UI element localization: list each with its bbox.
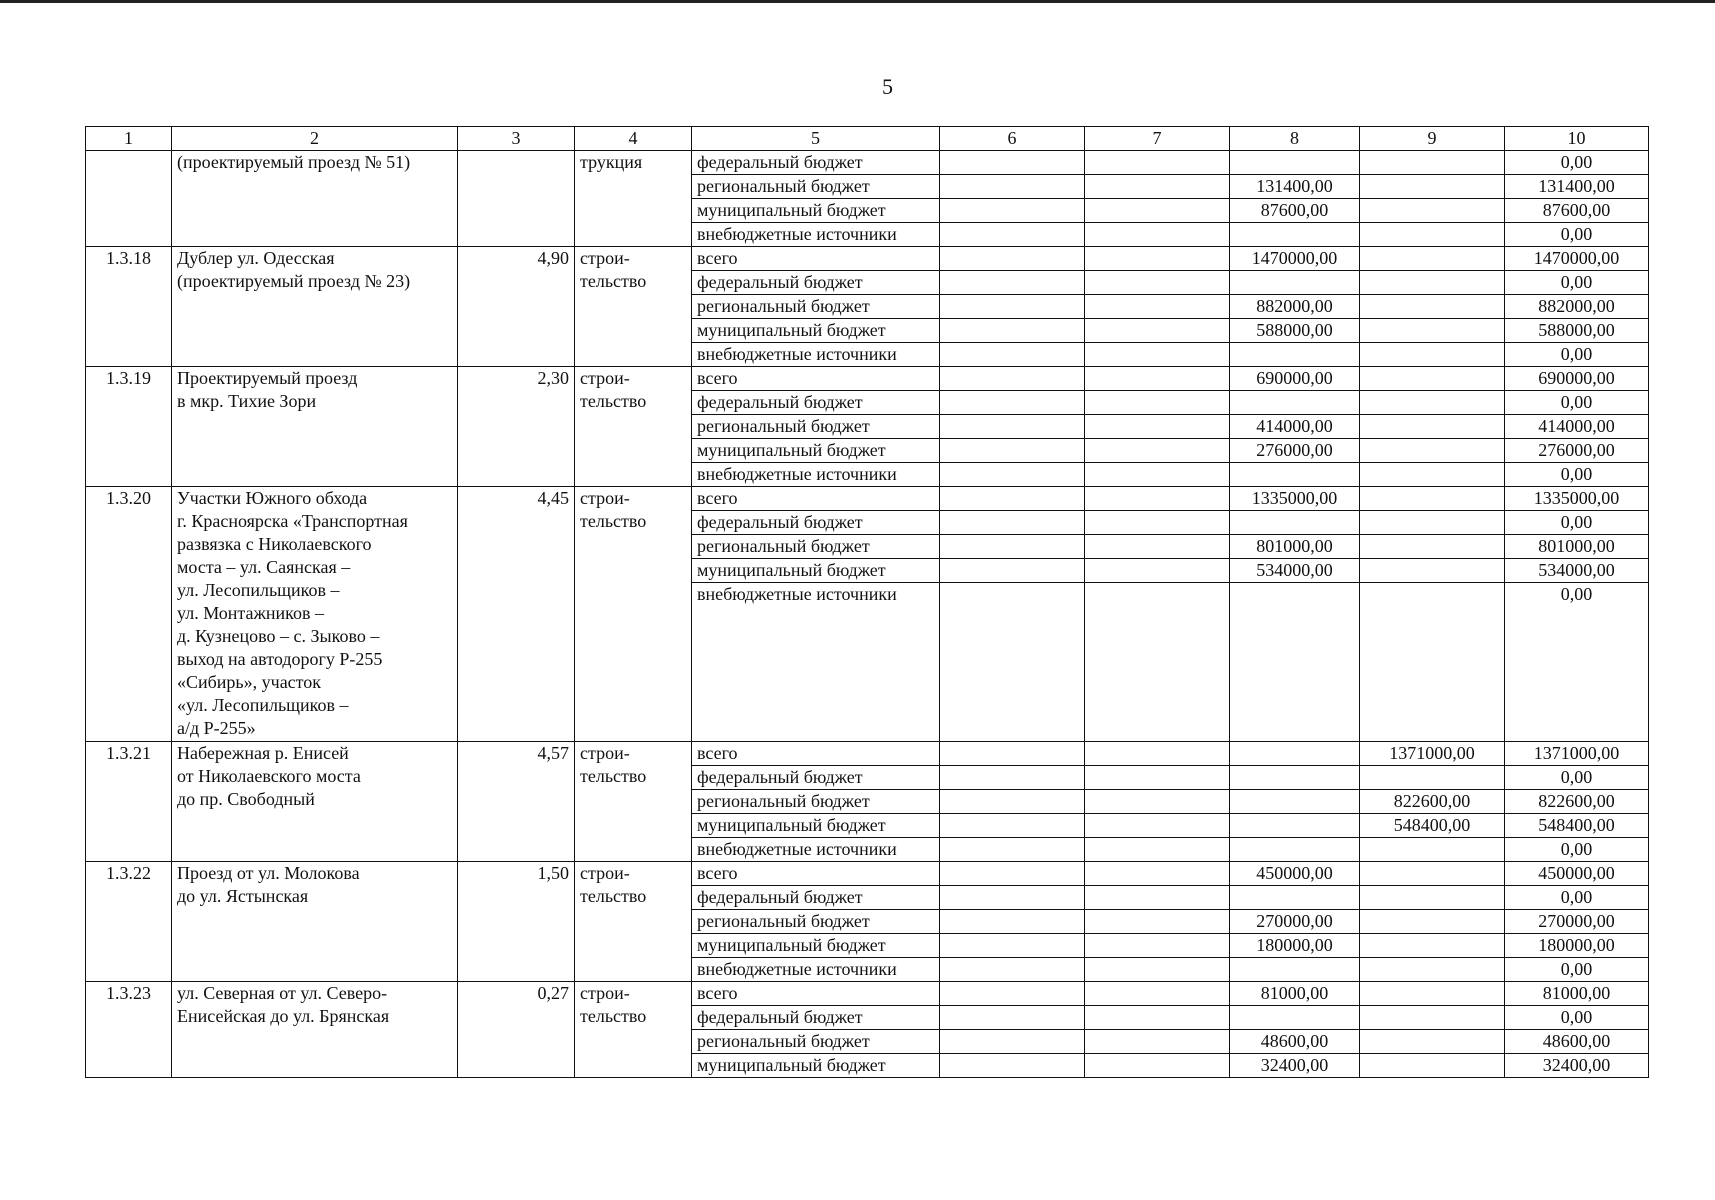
cell-col6: [940, 343, 1085, 367]
cell-col9: [1360, 838, 1505, 862]
cell-col10: 882000,00: [1505, 295, 1649, 319]
cell-col9: 1371000,00: [1360, 742, 1505, 766]
column-header-8: 8: [1230, 127, 1360, 151]
cell-col8: [1230, 463, 1360, 487]
cell-col9: [1360, 982, 1505, 1006]
cell-col8: 1470000,00: [1230, 247, 1360, 271]
cell-col9: [1360, 415, 1505, 439]
cell-col6: [940, 175, 1085, 199]
cell-col8: [1230, 886, 1360, 910]
cell-col9: [1360, 487, 1505, 511]
cell-col8: 450000,00: [1230, 862, 1360, 886]
cell-col8: 690000,00: [1230, 367, 1360, 391]
item-code: [86, 151, 172, 247]
page-number: 5: [882, 74, 893, 99]
cell-col10: 822600,00: [1505, 790, 1649, 814]
funding-source: внебюджетные источники: [692, 463, 940, 487]
cell-col7: [1085, 559, 1230, 583]
cell-col9: [1360, 862, 1505, 886]
item-length: 4,90: [458, 247, 575, 367]
item-length: 4,57: [458, 742, 575, 862]
cell-col7: [1085, 1006, 1230, 1030]
cell-col8: [1230, 511, 1360, 535]
funding-source: муниципальный бюджет: [692, 199, 940, 223]
cell-col7: [1085, 1030, 1230, 1054]
cell-col6: [940, 511, 1085, 535]
column-header-5: 5: [692, 127, 940, 151]
cell-col10: 0,00: [1505, 958, 1649, 982]
funding-source: внебюджетные источники: [692, 343, 940, 367]
cell-col8: [1230, 583, 1360, 742]
cell-col9: [1360, 934, 1505, 958]
cell-col10: 0,00: [1505, 391, 1649, 415]
cell-col7: [1085, 886, 1230, 910]
column-header-6: 6: [940, 127, 1085, 151]
cell-col8: 32400,00: [1230, 1054, 1360, 1078]
item-code: 1.3.20: [86, 487, 172, 742]
cell-col7: [1085, 223, 1230, 247]
funding-source: всего: [692, 862, 940, 886]
item-work-type: строи- тельство: [575, 982, 692, 1078]
cell-col6: [940, 742, 1085, 766]
funding-source: всего: [692, 742, 940, 766]
cell-col6: [940, 391, 1085, 415]
scan-top-border: [0, 0, 1715, 3]
funding-source: региональный бюджет: [692, 175, 940, 199]
cell-col7: [1085, 391, 1230, 415]
cell-col8: [1230, 151, 1360, 175]
funding-source: муниципальный бюджет: [692, 319, 940, 343]
cell-col6: [940, 1006, 1085, 1030]
cell-col7: [1085, 151, 1230, 175]
funding-source: региональный бюджет: [692, 1030, 940, 1054]
cell-col8: 882000,00: [1230, 295, 1360, 319]
funding-source: федеральный бюджет: [692, 511, 940, 535]
cell-col10: 588000,00: [1505, 319, 1649, 343]
funding-source: внебюджетные источники: [692, 958, 940, 982]
table-row: [86, 247, 1649, 271]
cell-col9: [1360, 511, 1505, 535]
cell-col7: [1085, 838, 1230, 862]
funding-source: федеральный бюджет: [692, 1006, 940, 1030]
table-row: [86, 862, 1649, 886]
cell-col7: [1085, 175, 1230, 199]
column-header-3: 3: [458, 127, 575, 151]
cell-col7: [1085, 415, 1230, 439]
cell-col7: [1085, 511, 1230, 535]
funding-source: региональный бюджет: [692, 535, 940, 559]
cell-col6: [940, 982, 1085, 1006]
cell-col10: 1470000,00: [1505, 247, 1649, 271]
column-header-9: 9: [1360, 127, 1505, 151]
cell-col7: [1085, 766, 1230, 790]
item-length: 0,27: [458, 982, 575, 1078]
cell-col8: 180000,00: [1230, 934, 1360, 958]
cell-col10: 180000,00: [1505, 934, 1649, 958]
item-name: ул. Северная от ул. Северо- Енисейская до ул. Брянская: [172, 982, 458, 1078]
cell-col9: [1360, 439, 1505, 463]
cell-col7: [1085, 199, 1230, 223]
cell-col6: [940, 247, 1085, 271]
funding-source: федеральный бюджет: [692, 886, 940, 910]
table-row: [86, 151, 1649, 175]
cell-col8: [1230, 790, 1360, 814]
cell-col6: [940, 487, 1085, 511]
cell-col6: [940, 199, 1085, 223]
table-header: [86, 127, 1649, 151]
item-length: 1,50: [458, 862, 575, 982]
cell-col6: [940, 862, 1085, 886]
funding-source: региональный бюджет: [692, 790, 940, 814]
cell-col7: [1085, 343, 1230, 367]
cell-col9: [1360, 766, 1505, 790]
funding-source: внебюджетные источники: [692, 223, 940, 247]
funding-source: региональный бюджет: [692, 910, 940, 934]
item-work-type: строи- тельство: [575, 742, 692, 862]
cell-col10: 81000,00: [1505, 982, 1649, 1006]
cell-col8: 276000,00: [1230, 439, 1360, 463]
cell-col8: [1230, 391, 1360, 415]
cell-col9: [1360, 535, 1505, 559]
cell-col10: 801000,00: [1505, 535, 1649, 559]
cell-col9: [1360, 1054, 1505, 1078]
funding-source: всего: [692, 247, 940, 271]
cell-col8: 87600,00: [1230, 199, 1360, 223]
cell-col8: [1230, 271, 1360, 295]
cell-col6: [940, 319, 1085, 343]
item-code: 1.3.18: [86, 247, 172, 367]
item-work-type: трукция: [575, 151, 692, 247]
cell-col7: [1085, 910, 1230, 934]
cell-col8: [1230, 958, 1360, 982]
cell-col6: [940, 439, 1085, 463]
item-length: 4,45: [458, 487, 575, 742]
cell-col6: [940, 583, 1085, 742]
cell-col6: [940, 886, 1085, 910]
cell-col7: [1085, 814, 1230, 838]
item-code: 1.3.22: [86, 862, 172, 982]
cell-col8: 588000,00: [1230, 319, 1360, 343]
cell-col10: 1371000,00: [1505, 742, 1649, 766]
item-work-type: строи- тельство: [575, 247, 692, 367]
funding-source: муниципальный бюджет: [692, 1054, 940, 1078]
funding-source: муниципальный бюджет: [692, 559, 940, 583]
funding-source: федеральный бюджет: [692, 151, 940, 175]
cell-col7: [1085, 742, 1230, 766]
budget-table: [85, 126, 1649, 1078]
cell-col6: [940, 1030, 1085, 1054]
cell-col9: [1360, 391, 1505, 415]
cell-col8: 81000,00: [1230, 982, 1360, 1006]
item-length: [458, 151, 575, 247]
cell-col7: [1085, 1054, 1230, 1078]
cell-col10: 690000,00: [1505, 367, 1649, 391]
table-row: [86, 367, 1649, 391]
item-name: Участки Южного обхода г. Красноярска «Транспортная развязка с Николаевского моста – ул. Саянская – ул. Лесопильщиков – ул. Монтажников – д. Кузнецово – с. Зыково – выход на автодорогу Р-255 «Сибирь», участок «ул. Лесопильщиков – а/д Р-255»: [172, 487, 458, 742]
cell-col10: 0,00: [1505, 1006, 1649, 1030]
cell-col9: [1360, 559, 1505, 583]
cell-col7: [1085, 862, 1230, 886]
table-row: [86, 487, 1649, 511]
cell-col9: [1360, 223, 1505, 247]
item-name: (проектируемый проезд № 51): [172, 151, 458, 247]
cell-col9: [1360, 247, 1505, 271]
header-row: [86, 127, 1649, 151]
cell-col9: [1360, 199, 1505, 223]
funding-source: федеральный бюджет: [692, 391, 940, 415]
cell-col6: [940, 463, 1085, 487]
funding-source: внебюджетные источники: [692, 838, 940, 862]
cell-col9: [1360, 886, 1505, 910]
funding-source: федеральный бюджет: [692, 766, 940, 790]
cell-col9: [1360, 175, 1505, 199]
column-header-2: 2: [172, 127, 458, 151]
cell-col6: [940, 790, 1085, 814]
funding-source: региональный бюджет: [692, 415, 940, 439]
item-name: Дублер ул. Одесская (проектируемый проезд № 23): [172, 247, 458, 367]
item-work-type: строи- тельство: [575, 487, 692, 742]
cell-col6: [940, 934, 1085, 958]
column-header-4: 4: [575, 127, 692, 151]
funding-source: федеральный бюджет: [692, 271, 940, 295]
cell-col7: [1085, 295, 1230, 319]
cell-col10: 548400,00: [1505, 814, 1649, 838]
cell-col10: 534000,00: [1505, 559, 1649, 583]
item-work-type: строи- тельство: [575, 367, 692, 487]
cell-col9: [1360, 1030, 1505, 1054]
cell-col10: 0,00: [1505, 583, 1649, 742]
item-code: 1.3.21: [86, 742, 172, 862]
cell-col9: [1360, 151, 1505, 175]
cell-col8: [1230, 1006, 1360, 1030]
cell-col8: [1230, 223, 1360, 247]
column-header-7: 7: [1085, 127, 1230, 151]
cell-col7: [1085, 790, 1230, 814]
cell-col6: [940, 559, 1085, 583]
cell-col10: 131400,00: [1505, 175, 1649, 199]
cell-col7: [1085, 271, 1230, 295]
cell-col9: [1360, 958, 1505, 982]
cell-col10: 87600,00: [1505, 199, 1649, 223]
cell-col9: 548400,00: [1360, 814, 1505, 838]
cell-col10: 414000,00: [1505, 415, 1649, 439]
cell-col7: [1085, 319, 1230, 343]
cell-col7: [1085, 367, 1230, 391]
cell-col6: [940, 415, 1085, 439]
cell-col10: 1335000,00: [1505, 487, 1649, 511]
cell-col9: [1360, 583, 1505, 742]
item-length: 2,30: [458, 367, 575, 487]
cell-col10: 0,00: [1505, 838, 1649, 862]
cell-col7: [1085, 982, 1230, 1006]
funding-source: всего: [692, 487, 940, 511]
cell-col7: [1085, 463, 1230, 487]
cell-col8: 48600,00: [1230, 1030, 1360, 1054]
funding-source: внебюджетные источники: [692, 583, 940, 742]
cell-col7: [1085, 487, 1230, 511]
funding-source: всего: [692, 982, 940, 1006]
table-row: [86, 982, 1649, 1006]
cell-col6: [940, 766, 1085, 790]
cell-col6: [940, 814, 1085, 838]
cell-col9: [1360, 319, 1505, 343]
cell-col6: [940, 367, 1085, 391]
cell-col9: [1360, 910, 1505, 934]
cell-col10: 0,00: [1505, 151, 1649, 175]
cell-col10: 0,00: [1505, 343, 1649, 367]
item-work-type: строи- тельство: [575, 862, 692, 982]
cell-col8: [1230, 766, 1360, 790]
column-header-10: 10: [1505, 127, 1649, 151]
cell-col8: 270000,00: [1230, 910, 1360, 934]
item-name: Набережная р. Енисей от Николаевского моста до пр. Свободный: [172, 742, 458, 862]
cell-col8: 131400,00: [1230, 175, 1360, 199]
cell-col7: [1085, 958, 1230, 982]
cell-col9: [1360, 1006, 1505, 1030]
funding-source: муниципальный бюджет: [692, 439, 940, 463]
cell-col6: [940, 838, 1085, 862]
item-code: 1.3.23: [86, 982, 172, 1078]
item-code: 1.3.19: [86, 367, 172, 487]
cell-col6: [940, 295, 1085, 319]
cell-col10: 0,00: [1505, 223, 1649, 247]
cell-col7: [1085, 535, 1230, 559]
cell-col10: 0,00: [1505, 766, 1649, 790]
funding-source: муниципальный бюджет: [692, 934, 940, 958]
cell-col8: [1230, 742, 1360, 766]
cell-col10: 0,00: [1505, 886, 1649, 910]
cell-col6: [940, 151, 1085, 175]
cell-col6: [940, 910, 1085, 934]
cell-col9: [1360, 295, 1505, 319]
cell-col9: [1360, 271, 1505, 295]
item-name: Проезд от ул. Молокова до ул. Ястынская: [172, 862, 458, 982]
cell-col10: 0,00: [1505, 271, 1649, 295]
cell-col7: [1085, 439, 1230, 463]
cell-col10: 0,00: [1505, 463, 1649, 487]
cell-col6: [940, 223, 1085, 247]
cell-col8: 801000,00: [1230, 535, 1360, 559]
cell-col9: 822600,00: [1360, 790, 1505, 814]
cell-col7: [1085, 583, 1230, 742]
funding-source: региональный бюджет: [692, 295, 940, 319]
cell-col10: 32400,00: [1505, 1054, 1649, 1078]
funding-source: всего: [692, 367, 940, 391]
cell-col9: [1360, 463, 1505, 487]
cell-col8: [1230, 343, 1360, 367]
cell-col9: [1360, 367, 1505, 391]
cell-col6: [940, 958, 1085, 982]
cell-col10: 0,00: [1505, 511, 1649, 535]
cell-col6: [940, 1054, 1085, 1078]
table-row: [86, 742, 1649, 766]
cell-col7: [1085, 247, 1230, 271]
cell-col8: [1230, 838, 1360, 862]
cell-col10: 48600,00: [1505, 1030, 1649, 1054]
cell-col6: [940, 535, 1085, 559]
table-body: [86, 151, 1649, 1078]
column-header-1: 1: [86, 127, 172, 151]
cell-col10: 276000,00: [1505, 439, 1649, 463]
cell-col9: [1360, 343, 1505, 367]
cell-col10: 270000,00: [1505, 910, 1649, 934]
cell-col10: 450000,00: [1505, 862, 1649, 886]
cell-col8: [1230, 814, 1360, 838]
cell-col8: 1335000,00: [1230, 487, 1360, 511]
cell-col6: [940, 271, 1085, 295]
cell-col7: [1085, 934, 1230, 958]
funding-source: муниципальный бюджет: [692, 814, 940, 838]
cell-col8: 534000,00: [1230, 559, 1360, 583]
cell-col8: 414000,00: [1230, 415, 1360, 439]
item-name: Проектируемый проезд в мкр. Тихие Зори: [172, 367, 458, 487]
